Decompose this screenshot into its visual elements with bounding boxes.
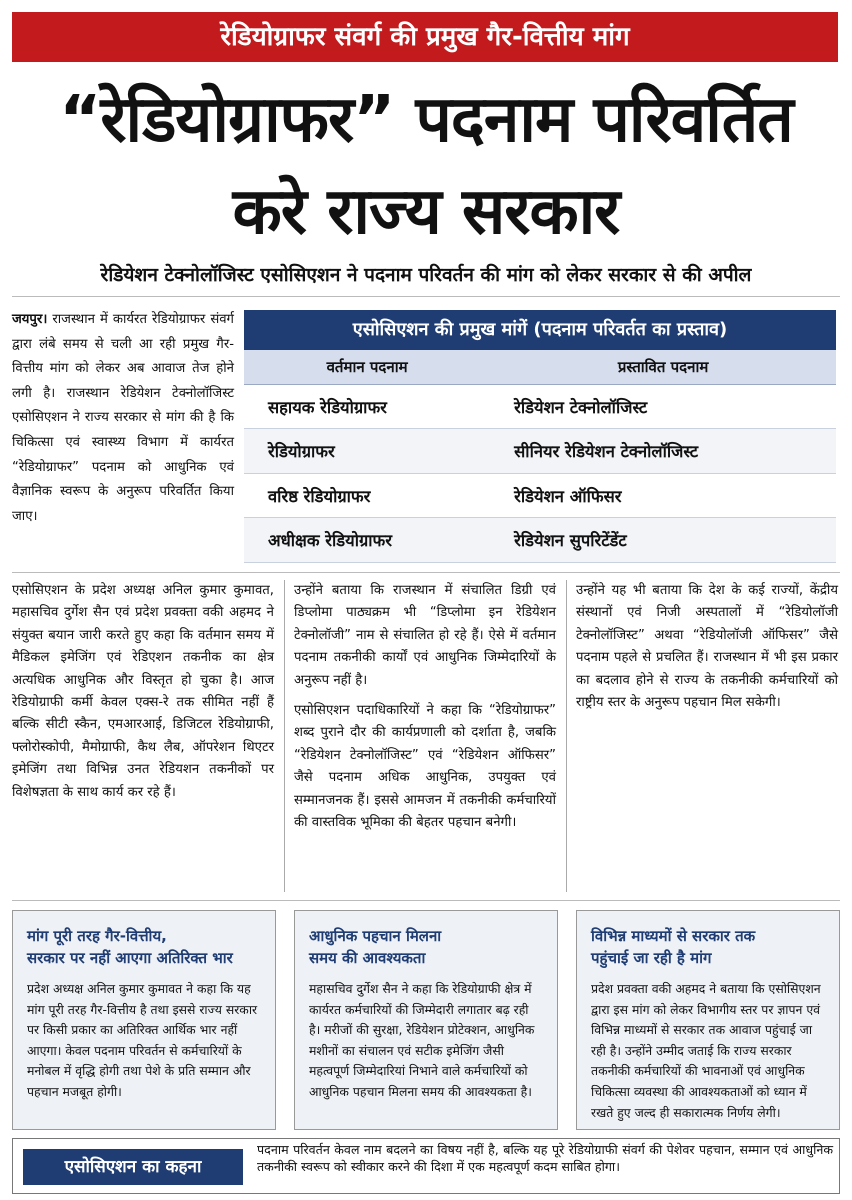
paragraph: एसोसिएशन के प्रदेश अध्यक्ष अनिल कुमार कुमावत, महासचिव दुर्गेश सैन एवं प्रदेश प्रवक्ता वकी अहमद ने संयुक्त बयान जारी करते हुए कहा कि वर्तमान समय में मैडिकल इमेजिंग एवं रेडिएशन तकनीक का क्षेत्र अत्यधिक आधुनिक और विस्तृत हो चुका है। आज रेडियोग्राफी कर्मी केवल एक्स-रे तक सीमित नहीं हैं बल्कि सीटी स्कैन, एमआरआई, डिजिटल रेडियोग्राफी, फ्लोरोस्कोपी, मैमोग्राफी, कैथ लैब, ऑपरेशन थिएटर इमेजिंग तथा विभिन्न उनत रेडियशन तकनीकों पर विशेषज्ञता के साथ कार्य कर रहे हैं। xyxy=(12,583,274,800)
proposed-designation: रेडियेशन टेक्नोलॉजिस्ट xyxy=(490,384,836,429)
proposed-designation: रेडियेशन ऑफिसर xyxy=(490,473,836,518)
table-title: एसोसिएशन की प्रमुख मांगें (पदनाम परिवर्तत का प्रस्ताव) xyxy=(244,310,836,350)
box-heading: विभिन्न माध्यमों से सरकार तक पहुंचाई जा रही है मांग xyxy=(591,927,756,967)
box-text: महासचिव दुर्गेश सैन ने कहा कि रेडियोग्राफी क्षेत्र में कार्यरत कर्मचारियों की जिम्मेदारी लगातार बढ़ रही है। मरीजों की सुरक्षा, रेडियेशन प्रोटेक्शन, आधुनिक मशीनों का संचालन एवं सटीक इमेजिंग जैसी महत्वपूर्ण जिम्मेदारियां निभाने वाले कर्मचारियों को आधुनिक पहचान मिलना समय की आवश्यकता है। xyxy=(309,981,535,1099)
header-current: वर्तमान पदनाम xyxy=(244,350,490,384)
current-designation: रेडियोग्राफर xyxy=(244,429,490,474)
info-box-non-financial xyxy=(12,910,276,1130)
divider xyxy=(12,900,840,901)
top-banner: रेडियोग्राफर संवर्ग की प्रमुख गैर-वित्तीय मांग xyxy=(12,12,838,62)
box-heading: मांग पूरी तरह गैर-वित्तीय, सरकार पर नहीं आएगा अतिरिक्त भार xyxy=(27,927,233,967)
current-designation: अधीक्षक रेडियोग्राफर xyxy=(244,518,490,563)
subheadline: रेडियेशन टेक्नोलॉजिस्ट एसोसिएशन ने पदनाम परिवर्तन की मांग को लेकर सरकार से की अपील xyxy=(100,264,752,286)
proposed-designation: रेडियेशन सुपरिटेंडेंट xyxy=(490,518,836,563)
table-row xyxy=(244,429,836,474)
dateline-city: जयपुर। xyxy=(12,312,48,327)
divider xyxy=(12,572,840,573)
info-box-modern-identity xyxy=(294,910,558,1130)
column-divider xyxy=(284,580,285,892)
box-heading: आधुनिक पहचान मिलना समय की आवश्यकता xyxy=(309,927,442,967)
column-divider xyxy=(566,580,567,892)
intro-text: राजस्थान में कार्यरत रेडियोग्राफर संवर्ग द्वारा लंबे समय से चली आ रही प्रमुख गैर-वित्तीय मांग को लेकर अब आवाज तेज होने लगी है। राजस्थान रेडियेशन टेक्नोलॉजिस्ट एसोसिएशन ने राज्य सरकार से मांग की है कि चिकित्सा एवं स्वास्थ्य विभाग में कार्यरत “रेडियोग्राफर” पदनाम को आधुनिक एवं वैज्ञानिक स्वरूप के अनुरूप परिवर्तित किया जाए। xyxy=(12,312,234,524)
table-row xyxy=(244,518,836,563)
proposed-designation: सीनियर रेडियेशन टेक्नोलॉजिस्ट xyxy=(490,429,836,474)
box-text: प्रदेश अध्यक्ष अनिल कुमार कुमावत ने कहा कि यह मांग पूरी तरह गैर-वित्तीय है तथा इससे राज्य सरकार पर किसी प्रकार का अतिरिक्त आर्थिक भार नहीं आएगा। केवल पदनाम परिवर्तन से कर्मचारियों के मनोबल में वृद्धि होगी तथा पेशे के प्रति सम्मान और पहचान मजबूत होगी। xyxy=(27,981,258,1099)
paragraph: उन्होंने यह भी बताया कि देश के कई राज्यों, केंद्रीय संस्थानों एवं निजी अस्पतालों में “रेडियोलॉजी टेक्नोलॉजिस्ट” अथवा “रेडियोलॉजी ऑफिसर” जैसे पदनाम पहले से प्रचलित हैं। राजस्थान में भी इस प्रकार का बदलाव होने से राज्य के तकनीकी कर्मचारियों को राष्ट्रीय स्तर के अनुरूप पहचान मिल सकेगी। xyxy=(576,583,838,711)
headline-line-2: करे राज्य सरकार xyxy=(232,175,620,249)
table-row xyxy=(244,384,836,429)
intro-paragraph xyxy=(12,308,234,529)
table-header-row xyxy=(244,350,836,384)
proposal-table xyxy=(244,350,836,563)
current-designation: वरिष्ठ रेडियोग्राफर xyxy=(244,473,490,518)
footer-label: एसोसिएशन का कहना xyxy=(23,1149,243,1185)
headline xyxy=(0,74,852,258)
headline-line-1: “रेडियोग्राफर” पदनाम परिवर्तित xyxy=(59,83,793,157)
info-box-government-outreach xyxy=(576,910,840,1130)
paragraph: उन्होंने बताया कि राजस्थान में संचालित डिग्री एवं डिप्लोमा पाठ्यक्रम भी “डिप्लोमा इन रेडियेशन टेक्नोलॉजी” नाम से संचालित हो रहे हैं। ऐसे में वर्तमान पदनाम तकनीकी कार्यों एवं आधुनिक जिम्मेदारियों के अनुरूप नहीं है। xyxy=(294,583,556,688)
article-column-3 xyxy=(576,580,838,722)
table-row xyxy=(244,473,836,518)
article-column-2 xyxy=(294,580,556,842)
box-text: प्रदेश प्रवक्ता वकी अहमद ने बताया कि एसोसिएशन द्वारा इस मांग को लेकर विभागीय स्तर पर ज्ञापन एवं विभिन्न माध्यमों से सरकार तक आवाज पहुंचाई जा रही है। उन्होंने उम्मीद जताई कि राज्य सरकार तकनीकी कर्मचारियों की भावनाओं एवं आधुनिक चिकित्सा व्यवस्था की आवश्यकताओं को ध्यान में रखते हुए जल्द ही सकारात्मक निर्णय लेगी। xyxy=(591,981,821,1120)
footer-callout xyxy=(12,1138,840,1194)
designation-table xyxy=(244,310,836,563)
current-designation: सहायक रेडियोग्राफर xyxy=(244,384,490,429)
header-proposed: प्रस्तावित पदनाम xyxy=(490,350,836,384)
paragraph: एसोसिएशन पदाधिकारियों ने कहा कि “रेडियोग्राफर” शब्द पुराने दौर की कार्यप्रणाली को दर्शाता है, जबकि “रेडियेशन टेक्नोलॉजिस्ट” एवं “रेडियेशन ऑफिसर” जैसे पदनाम अधिक आधुनिक, उपयुक्त एवं सम्मानजनक हैं। इससे आमजन में तकनीकी कर्मचारियों की वास्तविक भूमिका की बेहतर पहचान बनेगी। xyxy=(294,703,556,831)
article-column-1 xyxy=(12,580,274,812)
footer-text: पदनाम परिवर्तन केवल नाम बदलने का विषय नहीं है, बल्कि यह पूरे रेडियोग्राफी संवर्ग की पेशेवर पहचान, सम्मान एवं आधुनिक तकनीकी स्वरूप को स्वीकार करने की दिशा में एक महत्वपूर्ण कदम साबित होगा। xyxy=(257,1142,833,1174)
divider xyxy=(12,296,840,297)
